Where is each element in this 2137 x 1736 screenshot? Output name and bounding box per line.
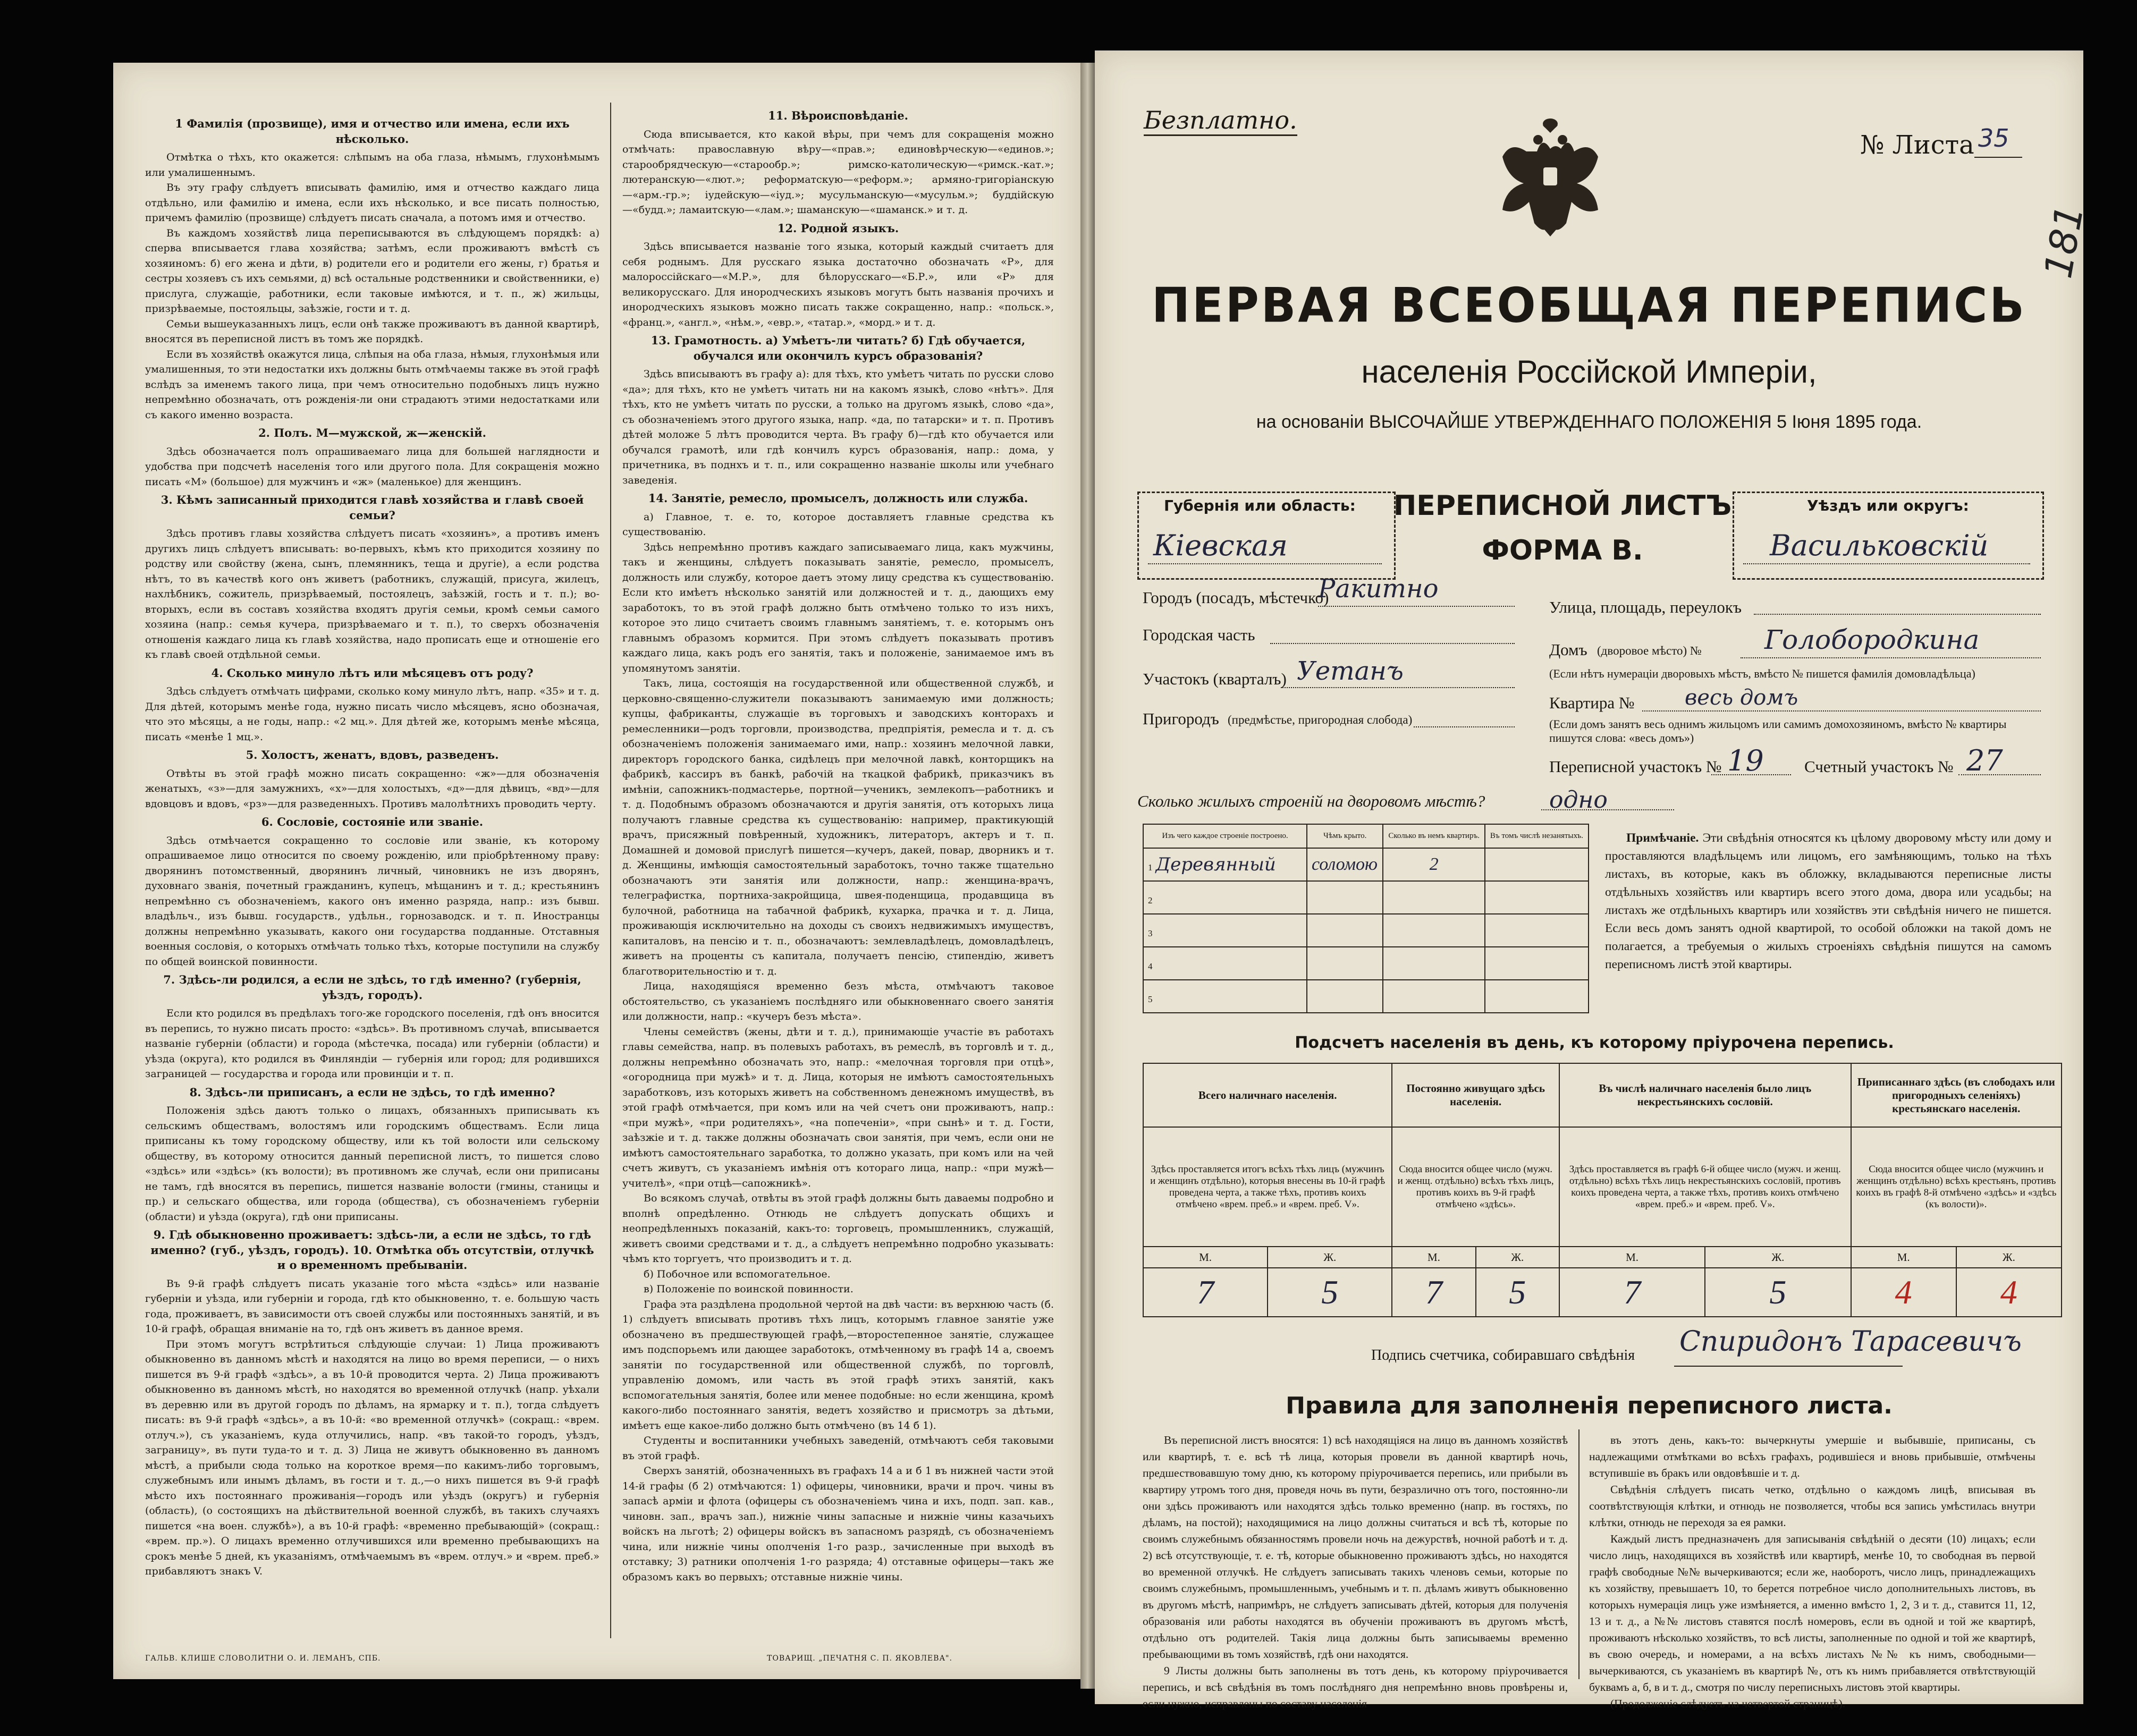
tally-value-cell: 4 (1851, 1268, 1956, 1317)
apartment-line (1642, 710, 2041, 712)
city-part-label: Городская часть (1143, 625, 1255, 644)
form-title-line-1: ПЕРЕПИСНОЙ ЛИСТЪ (1393, 490, 1732, 522)
enumerator-signature: Спиридонъ Тарасевичъ (1679, 1326, 2022, 1358)
instruction-paragraph: Въ эту графу слѣдуетъ вписывать фамилію, имя и отчество каждаго лица отдѣльно, или фамилію и имена, если ихъ нѣсколько, и все писать полностью, причемъ фамилію (прозвище) слѣдуетъ писать сначала, а потомъ имя и отчество. (145, 182, 599, 224)
house-note: (Если нѣтъ нумераціи дворовыхъ мѣстъ, вмѣсто № пишется фамилія домовладѣльца) (1549, 667, 1975, 680)
buildings-apartments-cell (1383, 881, 1484, 914)
printer-footer-right: ТОВАРИЩ. „ПЕЧАТНЯ С. П. ЯКОВЛЕВА". (767, 1654, 952, 1663)
buildings-material-cell (1143, 881, 1307, 914)
buildings-vacant-cell (1485, 881, 1589, 914)
tally-sex-row (1143, 1247, 2062, 1268)
signature-label: Подпись счетчика, собиравшаго свѣдѣнія (1371, 1347, 1635, 1364)
double-headed-eagle-emblem (1494, 114, 1606, 242)
instruction-paragraph: При этомъ могутъ встрѣтиться слѣдующіе случаи: 1) Лица проживаютъ обыкновенно въ данномъ мѣстѣ и находятся на лицо во время переписи, — о нихъ пишется въ 9-й графѣ «здѣсь», а въ 10-й проводится черта. 2) Лица проживаютъ обыкновенно въ данномъ мѣстѣ, но находятся во временной отлучкѣ (напр. уѣхали въ деревню или въ другой городъ по дѣламъ, на ярмарку и т. п.), тогда слѣдуетъ писать: въ 9-й графѣ «здѣсь», а въ 10-й: «во временной отлучкѣ» (сокращ.: «врем. отлуч.»), съ указаніемъ, куда отлучились, напр. «въ такой-то городъ, уѣздъ, заграницу», въ пути туда-то и т. д. 3) Лица не живутъ обыкновенно въ данномъ мѣстѣ, а прибыли сюда только на короткое время—по какимъ-либо торговымъ, служебнымъ или инымъ дѣламъ, въ гости и т. д.,—о нихъ пишется въ 9-й графѣ мѣсто ихъ постояннаго проживанія—городъ или уѣздъ (округъ) и губернія (область), (о состоящихъ на дѣйствительной военной службѣ, въ такихъ случаяхъ пишется «на воен. службѣ»), а въ 10-й графѣ: «временно пребывающій» (сокращ.: «врем. пр.»). О лицахъ временно отлучившихся или временно пребывающихъ на срокъ менѣе 5 дней, къ указаніямъ, отмѣчаемымъ въ «врем. отлуч.» и «врем. преб.» прибавляютъ знакъ V. (145, 1338, 599, 1577)
buildings-roof-cell (1307, 881, 1383, 914)
instruction-heading: 4. Сколько минуло лѣтъ или мѣсяцевъ отъ роду? (211, 666, 534, 680)
form-title-line-2: ФОРМА В. (1482, 535, 1643, 566)
buildings-question-handwritten: одно (1549, 786, 1608, 814)
rule-paragraph: Каждый листъ предназначенъ для записыванія свѣдѣній о десяти (10) лицахъ; если число лицъ, находящихся въ хозяйствѣ или квартирѣ, менѣе 10, то свободная въ первой графѣ свободные №№ вычеркиваются; если же, наоборотъ, число лицъ, принадлежащихъ къ хозяйству, превышаетъ 10, то берется потребное число дополнительныхъ листовъ, въ которыхъ нумерація лицъ уже измѣняется, а именно вмѣсто 1, 2, 3 и т. д., ставится 11, 12, 13 и т. д., а №№ листовъ ставятся послѣ номеровъ, если въ одной и той же квартирѣ, проживаютъ нѣсколько хозяйствъ, то всѣ листы, заполненные по одной и той же квартирѣ, въ свою очередь, и номерами, а на всѣхъ листахъ №№ къ нимъ, свободными—вычеркиваются, съ указаніемъ въ квартирѣ №, отъ къ нимъ прибавляется отвѣтствующій буквамъ а, б, в и т. д., смотря по числу переписныхъ листовъ этой квартиры. (1589, 1532, 2035, 1693)
instruction-heading: 11. Вѣроисповѣданіе. (768, 109, 908, 122)
tally-value-cell: 7 (1559, 1268, 1705, 1317)
instruction-paragraph: Семьи вышеуказанныхъ лицъ, если онѣ также проживаютъ въ данной квартирѣ, вносятся въ переписной листъ въ томъ же порядкѣ. (145, 318, 599, 345)
instruction-paragraph: Положенія здѣсь даютъ только о лицахъ, обязанныхъ приписывать къ сельскимъ обществамъ, волостямъ или городскимъ обществамъ. Если лица приписаны къ тому городскому обществу, или къ той волости или сельскому обществу, въ которому относится данный переписной листъ, то пишется слово «здѣсь» или «здѣсь» (къ волости); въ противномъ же случаѣ, если они приписаны не тамъ, гдѣ вносятся въ перепись, пишется названіе волости (гмины, станицы и пр.) и сельскаго общества, или города (общества), съ обозначеніемъ губерніи (области) и уѣзда (округа), гдѣ они приписаны. (145, 1105, 599, 1223)
left-page (113, 63, 1080, 1679)
population-tally-table (1143, 1063, 2062, 1317)
street-label: Улица, площадь, переулокъ (1549, 598, 1742, 616)
county-line (1743, 563, 2030, 564)
instruction-paragraph: Въ 9-й графѣ слѣдуетъ писать указаніе того мѣста «здѣсь» или названіе губерніи и уѣзда, или губерніи и города, гдѣ кто обыкновенно, т. е. большую часть года, проживаетъ, въ зависимости отъ своей службы или постоянныхъ занятій, и въ 10-й графѣ, обращая вниманіе на то, гдѣ онъ живетъ въ данное время. (145, 1277, 599, 1335)
tally-header-cell: Приписаннаго здѣсь (въ слободахъ или пригородныхъ селеніяхъ) крестьянскаго населенія. (1851, 1063, 2062, 1127)
buildings-apartments-cell (1383, 980, 1484, 1013)
free-of-charge-label: Безплатно. (1144, 106, 1297, 136)
row-number: 4 (1148, 961, 1153, 971)
sheet-number-handwritten: 35 (1978, 124, 2009, 153)
apartment-label: Квартира № (1549, 693, 1635, 712)
counting-section-line (1958, 774, 2041, 775)
county-label: Уѣздъ или округъ: (1807, 497, 1969, 514)
suburb-line (1414, 726, 1515, 727)
row-number: 5 (1148, 994, 1153, 1004)
sheet-number-line (1974, 157, 2022, 158)
signature-line (1674, 1366, 1903, 1367)
province-line (1148, 563, 1382, 564)
buildings-vacant-cell (1485, 914, 1589, 947)
buildings-material-cell (1143, 914, 1307, 947)
tally-description-cell: Здѣсь проставляется въ графѣ 6-й общее число (мужч. и женщ. отдѣльно) всѣхъ тѣхъ лицъ некрестьянскихъ сословій, противъ коихъ проведена черта, а также тѣхъ, противъ коихъ отмѣчено «врем. преб.» и «врем. преб. V». (1559, 1127, 1851, 1247)
row-number: 2 (1148, 895, 1153, 905)
counting-section-label: Счетный участокъ № (1804, 757, 1954, 776)
province-label: Губернія или область: (1164, 497, 1356, 514)
buildings-material-cell (1143, 980, 1307, 1013)
tally-header-cell: Въ числѣ наличнаго населенія было лицъ некрестьянскихъ сословій. (1559, 1063, 1851, 1127)
buildings-question: Сколько жилыхъ строеній на дворовомъ мѣстѣ? (1137, 792, 1485, 810)
section-label: Участокъ (кварталъ) (1143, 670, 1287, 688)
tally-title: Подсчетъ населенія въ день, къ которому пріурочена перепись. (1295, 1034, 1894, 1052)
tally-value-cell: 7 (1143, 1268, 1268, 1317)
buildings-roof-cell (1307, 947, 1383, 980)
counting-section-handwritten: 27 (1966, 744, 2003, 777)
rule-paragraph: Въ переписной листъ вносятся: 1) всѣ находящіяся на лицо въ данномъ хозяйствѣ или квартирѣ, т. е. всѣ тѣ лица, которыя провели въ данной квартирѣ ночь, предшествовавшую тому дню, къ которому пріурочивается перепись, или прибыли въ квартиру утромъ того дня, проведя ночь въ пути, безразлично отъ того, постоянно-ли они здѣсь проживаютъ или находятся здѣсь только временно (напр. въ гостяхъ, по дѣламъ, на постой); находящимися на лицо должны считаться и всѣ тѣ, которые по своимъ служебнымъ обязанностямъ провели ночь на дежурствѣ, ночной работѣ и т. д. 2) всѣ отсутствующіе, т. е. тѣ, которые обыкновенно проживаютъ здѣсь, но находятся во временной отлучкѣ. Не слѣдуетъ записывать такихъ членовъ семьи, которые по своимъ служебнымъ, промышленнымъ, учебнымъ и т. п. дѣламъ живутъ обыкновенно въ другомъ мѣстѣ, напримѣръ, не слѣдуетъ записывать дѣтей, которыя для полученія образованія или работы находятся въ обученіи проживаютъ въ другомъ мѣстѣ, отдѣльно отъ родителей. Такія лица должны быть записываемы временно пребывающими въ томъ хозяйствѣ, гдѣ они находятся. (1143, 1434, 1568, 1661)
instruction-paragraph: Здѣсь противъ главы хозяйства слѣдуетъ писать «хозяинъ», а противъ именъ другихъ лицъ слѣдуетъ вписывать: во-первыхъ, кѣмъ кто приходится хозяину по родству или свойству (жена, сынъ, племянникъ, теща и другіе), а если родства нѣтъ, то въ качествѣ кого онъ живетъ (работникъ, служащій, присуга, жилецъ, нахлѣбникъ, сожитель, призрѣваемый, постоялецъ, заѣзжій, гость и т. п.); во-вторыхъ, если въ составъ хозяйства входятъ другія семьи, кромѣ семьи самого хозяина (напр.: семья кучера, призрѣваемаго и т. п.), то сверхъ обозначенія отношенія каждаго лица къ главѣ хозяйства, надо прописать еще и отношеніе его къ главѣ своей отдѣльной семьи. (145, 528, 599, 660)
tally-sex-cell: М. (1143, 1247, 1268, 1268)
building-material: Деревянный (1155, 854, 1276, 875)
note-text: Эти свѣдѣнія относятся къ цѣлому дворовому мѣсту или дому и проставляются владѣльцемъ или лицомъ, его замѣняющимъ, только на тѣхъ листахъ, въ которые, какъ въ обложку, вкладываются переписные листы отдѣльныхъ хозяйствъ или квартиръ всего этого дома, двора или усадьбы; на листахъ же отдѣльныхъ квартиръ или хозяйствъ эти свѣдѣнія ничего не пишется. Если весь домъ занятъ одной квартирой, то особой обложки на такой домъ не полагается, а требуемыя о жилыхъ строеніяхъ свѣдѣнія пишутся на самомъ переписномъ листѣ этой квартиры. (1605, 831, 2051, 971)
instruction-heading: 12. Родной языкъ. (777, 221, 899, 235)
row-number: 3 (1148, 928, 1153, 938)
buildings-roof-cell (1307, 980, 1383, 1013)
buildings-row (1143, 947, 1589, 980)
section-handwritten: Уетанъ (1297, 656, 1404, 686)
rules-divider (1578, 1429, 1579, 1679)
instruction-paragraph: Здѣсь непремѣнно противъ каждаго записываемаго лица, какъ мужчины, такъ и женщины, слѣдуетъ показывать занятіе, ремесло, промыселъ, должность или службу, которое даетъ этому лицу средства къ существованію. Если кто имѣетъ нѣсколько занятій или должностей и т. д., дающихъ ему заработокъ, то въ этой графѣ должно быть отмѣчено только то изъ нихъ, которое это лицо считаетъ своимъ главнымъ занятіемъ, т. е. которымъ онъ главнымъ образомъ кормится. При этомъ слѣдуетъ показывать противъ каждаго лица, какъ родъ его занятія, такъ и положеніе, занимаемое имъ въ упомянутомъ занятіи. (622, 541, 1054, 674)
instruction-paragraph: Такъ, лица, состоящія на государственной или общественной службѣ, и церковно-священно-служители показываютъ занимаемую ими должность; купцы, фабриканты, служащіе въ торговыхъ и заводскихъ конторахъ и ремесленники—родъ торговли, производства, предпріятія, ремесла и т. д. съ обозначеніемъ положенія занимаемаго ими, напр.: хозяинъ мелочной лавки, директоръ городского банка, сидѣлецъ при мелочной лавкѣ, конторщикъ на фабрикѣ, кассиръ въ банкѣ, рабочій на ткацкой фабрикѣ, приказчикъ въ имѣніи, сапожникъ-подмастерье, портной—ученикъ, землекопъ—работникъ и т. д. Подобнымъ образомъ обозначаются и другія занятія, отъ которыхъ лица получаютъ главные средства къ существованію: например, практикующій врачъ, присяжный повѣренный, художникъ, литераторъ, актеръ и т. п. Домашней и домовой прислугѣ пишется—кучеръ, дакей, повар, дворникъ и т. д. Женщины, имѣющія самостоятельный заработокъ, точно также тщательно обозначаютъ эти занятія или должности, напр.: женщина-врачъ, телеграфистка, портниха-закройщица, швея-поденщица, продавщица въ булочной, работница на табачной фабрикѣ, кухарка, прачка и т. д. Лица, проживающія исключительно на доходы съ своихъ недвижимыхъ имуществъ, капиталовъ, на пенсію и т. п., обозначаютъ: землевладѣлецъ, домовладѣлецъ, живетъ на проценты съ капитала, получаетъ пенсію, стипендію, живетъ благотворительностію и т. д. (622, 678, 1054, 977)
rule-paragraph: въ этотъ день, какъ-то: вычеркнуты умершіе и выбывшіе, приписаны, съ надлежащими отмѣтками во всѣхъ графахъ, родившіеся и вновь прибывшіе, отмѣчены вступившіе въ бракъ или овдовѣвшіе и т. д. (1589, 1434, 2035, 1479)
instruction-paragraph: Здѣсь отмѣчается сокращенно то сословіе или званіе, къ которому опрашиваемое лицо относится по своему рожденію, или пріобрѣтенному праву: дворянинъ потомственный, дворянинъ личный, чиновникъ не изъ дворянъ, духовнаго званія, почетный гражданинъ, купецъ, мѣщанинъ и т. д.; крестьянинъ непремѣнно съ обозначеніемъ, какого онъ именно разряда, напр.: изъ бывш. владѣльч., изъ бывш. государств., удѣльн., горнозаводск. и т. п. Иностранцы должны непремѣнно указывать, какого они государства подданные. Отставныя военныя сословія, о которыхъ отмѣчать только тѣхъ, которые поступили на службу по общей воинской повинности. (145, 834, 599, 968)
tally-value-cell: 7 (1392, 1268, 1475, 1317)
instruction-paragraph: Графа эта раздѣлена продольной чертой на двѣ части: въ верхнюю часть (б. 1) слѣдуетъ вписывать противъ тѣхъ лицъ, которымъ главное занятіе уже обозначено въ предшествующей графѣ,—второстепенное занятіе, служащее имъ подспорьемъ или дающее заработокъ, отмѣченному въ графѣ 14 а, своемъ занятіи по государственной или общественной службѣ, по торговлѣ, управленію домомъ, или часть въ этой графѣ этихъ занятій, какъ вспомогательныя занятія, более или менее подобные: но если женщина, кромѣ какого-либо постояннаго занятія, ведетъ хозяйство и присмотръ за дѣтьми, имѣетъ еще какое-либо должно быть отмѣчено (въ 14 б 1). (622, 1298, 1054, 1432)
instruction-paragraph: а) Главное, т. е. то, которое доставляетъ главные средства къ существованію. (622, 511, 1054, 538)
apartment-handwritten: весь домъ (1685, 685, 1798, 710)
buildings-vacant-cell (1485, 848, 1589, 881)
tally-sex-cell: Ж. (1956, 1247, 2062, 1268)
instruction-paragraph: Сюда вписывается, кто какой вѣры, при чемъ для сокращенія можно отмѣчать: православную вѣру—«прав.»; единовѣрческую—«единов.»; старообрядческую—«старообр.»; римско-католическую—«римск.-кат.»; лютеранскую—«лют.»; реформатскую—«реформ.»; армяно-григоріанскую—«арм.-гр.»; іудейскую—«іуд.»; мусульманскую—«мусульм.»; буддійскую—«будд.»; ламаитскую—«лам.»; шаманскую—«шаманск.» и т. д. (622, 128, 1054, 216)
instruction-paragraph: Если въ хозяйствѣ окажутся лица, слѣпыя на оба глаза, нѣмыя, глухонѣмыя или умалишенныя, то эти недостатки ихъ должны быть отмѣчаемы также въ этой графѣ вслѣдъ за именемъ такого лица, при чемъ относительно подобныхъ лицъ нужно непремѣнно обозначать, отъ рожденія-ли они страдаютъ этими недостатками или съ какого именно возраста. (145, 348, 599, 421)
buildings-vacant-cell (1485, 947, 1589, 980)
note-title: Примѣчаніе. (1626, 831, 1699, 845)
buildings-material-cell (1143, 947, 1307, 980)
buildings-material-cell (1143, 848, 1307, 881)
instruction-paragraph: Въ каждомъ хозяйствѣ лица переписываются въ слѣдующемъ порядкѣ: а) сперва вписывается глава хозяйства; затѣмъ, если проживаютъ вмѣстѣ съ хозяиномъ: б) его жена и дѣти, в) родители его и родители его жены, г) братья и сестры хозяевъ съ ихъ семьями, д) всѣ остальные родственники и свойственники, е) прислуга, служащіе, работники, если таковые имѣются, и т. п., ж) жильцы, призрѣваемые, постояльцы, заѣзжіе, гости и т. д. (145, 227, 599, 315)
instruction-paragraph: Если кто родился въ предѣлахъ того-же городского поселенія, гдѣ онъ вносится въ перепись, то нужно писать просто: «здѣсь». Въ противномъ случаѣ, вписывается названіе губерніи (области) и города (мѣстечка, посада) или губерніи (области) и уѣзда (округа), кто родился въ Финляндіи — губернія или город; для родившихся заграницей — государства и города или провинціи и т. п. (145, 1007, 599, 1080)
buildings-row (1143, 881, 1589, 914)
archive-number-handwritten: 181 (2035, 201, 2092, 282)
street-line (1754, 614, 2041, 615)
city-line (1318, 606, 1515, 607)
tally-description-cell: Сюда вносится общее число (мужч. и женщ. отдѣльно) всѣхъ тѣхъ лицъ, противъ коихъ въ 9-й графѣ отмѣчено «здѣсь». (1392, 1127, 1559, 1247)
instruction-paragraph: в) Положеніе по воинской повинности. (644, 1283, 854, 1295)
instruction-heading: 13. Грамотность. а) Умѣетъ-ли читать? б) Гдѣ обучается, обучался или окончилъ курсъ образованія? (651, 334, 1026, 362)
buildings-header-cell: Сколько въ немъ квартиръ. (1383, 824, 1484, 848)
census-section-handwritten: 19 (1727, 744, 1764, 777)
buildings-header-cell: Изъ чего каждое строеніе построено. (1143, 824, 1307, 848)
printer-footer-left: ГАЛЬВ. КЛИШЕ СЛОВОЛИТНИ О. И. ЛЕМАНЪ, СПБ. (145, 1654, 381, 1663)
instruction-heading: 3. Кѣмъ записанный приходится главѣ хозяйства и главѣ своей семьи? (161, 493, 584, 522)
tally-value-cell: 4 (1956, 1268, 2062, 1317)
tally-sex-cell: Ж. (1705, 1247, 1851, 1268)
buildings-header-cell: Въ томъ числѣ незанятыхъ. (1485, 824, 1589, 848)
census-section-line (1711, 774, 1791, 775)
buildings-apartments-cell (1383, 914, 1484, 947)
house-note-number: (дворовое мѣсто) № (1597, 644, 1702, 657)
suburb-label: Пригородъ (1143, 709, 1219, 728)
rules-title: Правила для заполненія переписного листа. (1286, 1392, 1893, 1419)
suburb-note: (предмѣстье, пригородная слобода) (1228, 713, 1413, 726)
tally-values-row (1143, 1268, 2062, 1317)
buildings-roof-cell (1307, 914, 1383, 947)
buildings-apartments-cell (1383, 947, 1484, 980)
instructions-column-1 (145, 113, 599, 1644)
tally-sex-cell: Ж. (1476, 1247, 1559, 1268)
legal-basis: на основаніи ВЫСОЧАЙШЕ УТВЕРЖДЕННАГО ПОЛОЖЕНІЯ 5 Іюня 1895 года. (1256, 412, 1922, 432)
instruction-heading: 5. Холостъ, женатъ, вдовъ, разведенъ. (246, 748, 499, 761)
tally-header-row (1143, 1063, 2062, 1127)
buildings-note (1605, 829, 2051, 973)
buildings-row (1143, 914, 1589, 947)
instruction-paragraph: Отмѣтка о тѣхъ, кто окажется: слѣпымъ на оба глаза, нѣмымъ, глухонѣмымъ или умалишеннымъ. (145, 151, 599, 179)
instruction-heading: 7. Здѣсь-ли родился, а если не здѣсь, то гдѣ именно? (губернія, уѣздъ, городъ). (163, 973, 581, 1002)
instruction-paragraph: Здѣсь слѣдуетъ отмѣчать цифрами, сколько кому минуло лѣтъ, напр. «35» и т. д. Для дѣтей, которымъ менѣе года, нужно писать число мѣсяцевъ, ясно обозначая, что это мѣсяцы, а не годы, напр.: «2 мц.». Для дѣтей же, которымъ менѣе мѣсяца, писать «менѣе 1 мц.». (145, 685, 599, 743)
instruction-heading: 14. Занятіе, ремесло, промыселъ, должность или служба. (648, 492, 1028, 505)
buildings-row (1143, 980, 1589, 1013)
row-number: 1 (1148, 862, 1153, 873)
buildings-roof-cell: соломою (1307, 848, 1383, 881)
instruction-heading: 6. Сословіе, состояніе или званіе. (261, 815, 484, 828)
tally-sex-cell: М. (1559, 1247, 1705, 1268)
instruction-paragraph: Отвѣты въ этой графѣ можно писать сокращенно: «ж»—для обозначенія женатыхъ, «з»—для замужнихъ, «х»—для холостыхъ, «д»—для дѣвицъ, «вд»—для вдовцовъ и вдовъ, «рз»—для разведенныхъ. Противъ малолѣтнихъ проводить черту. (145, 767, 599, 810)
instruction-heading: 1 Фамилія (прозвище), имя и отчество или имена, если ихъ нѣсколько. (175, 117, 570, 146)
census-section-label: Переписной участокъ № (1549, 757, 1722, 776)
buildings-apartments-cell: 2 (1383, 848, 1484, 881)
instruction-paragraph: Здѣсь вписывается названіе того языка, который каждый считаетъ для себя роднымъ. Для русскаго языка достаточно обозначать «Р», для малороссійскаго—«М.Р.», для бѣлорусскаго—«Б.Р.», или «Р» для великорусскаго. Для инородческихъ языковъ могутъ быть названія прочихъ и инородческихъ языковъ можно писать также сокращенно, напр.: «польск.», «франц.», «англ.», «нѣм.», «евр.», «татар.», «морд.» и т. д. (622, 241, 1054, 328)
form-title (1392, 484, 1733, 573)
tally-description-cell: Сюда вносится общее число (мужчинъ и женщинъ отдѣльно) всѣхъ крестьянъ, противъ коихъ въ графѣ 8-й отмѣчено «здѣсь» и «здѣсь (къ волости)». (1851, 1127, 2062, 1247)
rules-column-1 (1143, 1432, 1568, 1710)
instruction-paragraph: Лица, находящіяся временно безъ мѣста, отмѣчаютъ таковое обстоятельство, съ указаніемъ послѣдняго или обыкновеннаго своего занятія или должности, напр.: «кучеръ безъ мѣста». (622, 980, 1054, 1022)
rules-column-2 (1589, 1432, 2035, 1710)
house-line (1741, 657, 2041, 658)
tally-value-cell: 5 (1268, 1268, 1392, 1317)
tally-header-cell: Всего наличнаго населенія. (1143, 1063, 1392, 1127)
city-handwritten: Ракитно (1318, 574, 1439, 604)
instruction-paragraph: Здѣсь вписываютъ въ графу а): для тѣхъ, кто умѣетъ читать по русски слово «да»; для тѣхъ, кто не умѣетъ читать ни на какомъ языкѣ, слово «нѣтъ». Для тѣхъ, кто не умѣетъ читать по русски, а только на другомъ языкѣ, слово «да», съ обозначеніемъ этого другого языка, напр. «да, по татарски» и т. п. Противъ дѣтей моложе 5 лѣтъ проводится черта. Въ графу б)—гдѣ кто обучается или обучался грамотѣ, или гдѣ кончилъ курсъ образованія, напр.: дома, у причетника, въ поднхъ и т. п., или сокращенно названіе школы или учебнаго заведенія. (622, 368, 1054, 486)
province-handwritten: Кіевская (1153, 529, 1288, 562)
instruction-paragraph: Сверхъ занятій, обозначенныхъ въ графахъ 14 а и б 1 въ нижней части этой 14-й графы (б 2) отмѣчаются: 1) офицеры, чиновники, врачи и проч. чины въ запасѣ арміи и флота (офицеры съ обозначеніемъ чина и ихъ, подп. зап. кав., чиновн. зап., врачъ зап.), нижніе чины запасные и нижніе чины казачьихъ войскъ на льготѣ; 2) офицеры войскъ въ запасномъ разрядѣ, съ обозначеніемъ чина, или нижніе чины ополченія 1-го разр., зачисленные при выходѣ въ отставку; 3) ратники ополченія 1-го разряда; 4) отставные офицеры—такъ же образомъ какъ во первыхъ; отставные нижніе чины. (622, 1465, 1054, 1583)
tally-description-cell: Здѣсь проставляется итогъ всѣхъ тѣхъ лицъ (мужчинъ и женщинъ отдѣльно), которыя внесены въ 10-й графѣ проведена черта, а также тѣхъ, противъ коихъ отмѣчено «врем. преб.» и «врем. преб. V». (1143, 1127, 1392, 1247)
buildings-question-line (1541, 809, 1674, 810)
instructions-column-2 (622, 105, 1054, 1644)
buildings-vacant-cell (1485, 980, 1589, 1013)
instruction-heading: 2. Полъ. М—мужской, ж—женскій. (258, 426, 486, 439)
tally-sex-cell: М. (1392, 1247, 1475, 1268)
buildings-table (1143, 824, 1589, 1013)
instruction-paragraph: Во всякомъ случаѣ, отвѣты въ этой графѣ должны быть даваемы подробно и вполнѣ опредѣленно. Отнюдь не слѣдуетъ допускать общихъ и неопредѣленныхъ показаній, какъ-то: торговецъ, промышленникъ, служащій, живетъ своими средствами и т. д., а слѣдуетъ непремѣнно подробно указывать: чѣмъ кто торгуетъ, что производитъ и т. д. (622, 1192, 1054, 1265)
tally-value-cell: 5 (1476, 1268, 1559, 1317)
column-divider (610, 103, 611, 1638)
house-handwritten: Голобородкина (1764, 624, 1980, 655)
rule-paragraph: (Продолженіе слѣдуетъ на четвертой страницѣ). (1610, 1697, 1846, 1710)
buildings-row (1143, 848, 1589, 881)
tally-value-cell: 5 (1705, 1268, 1851, 1317)
right-page (1095, 50, 2092, 1710)
instruction-paragraph: б) Побочное или вспомогательное. (644, 1268, 831, 1280)
city-label: Городъ (посадъ, мѣстечко) (1143, 588, 1329, 607)
city-part-line (1270, 643, 1515, 644)
book-spine (1080, 63, 1095, 1689)
apartment-note: (Если домъ занятъ весь однимъ жильцомъ или самимъ домохозяиномъ, вмѣсто № квартиры пишутся слова: «весь домъ») (1549, 717, 2007, 744)
tally-sex-cell: М. (1851, 1247, 1956, 1268)
instruction-paragraph: Студенты и воспитанники учебныхъ заведеній, отмѣчаютъ себя таковыми въ этой графѣ. (622, 1435, 1054, 1462)
sheet-number-label: № Листа (1860, 130, 1974, 160)
tally-sex-cell: Ж. (1268, 1247, 1392, 1268)
page-subtitle: населенія Россійской Имперіи, (1361, 354, 1817, 389)
buildings-table-header (1143, 824, 1589, 848)
section-line (1281, 687, 1515, 688)
instruction-paragraph: Члены семействъ (жены, дѣти и т. д.), принимающіе участіе въ работахъ главы семейства, напр. въ полевыхъ работахъ, въ ремеслѣ, въ торговлѣ и т. д., должны непремѣнно обозначать это, напр.: «мелочная торговля при отцѣ», «огородница при мужѣ» и т. д. Лица, которыя не имѣютъ самостоятельныхъ заработковъ, изъ которыхъ живетъ на собственномъ денежномъ имуществѣ, въ этой графѣ отмѣчается, при комъ или на чей счетъ они проживаютъ, напр.: «при мужѣ», «при родителяхъ», «на попеченіи», «при сынѣ» и т. д. Гости, заѣзжіе и т. д. также должны обозначать свои занятія, при чемъ, если они не имѣютъ самостоятельнаго заработка, то должно указать, при комъ или на чей счетъ живутъ, съ указаніемъ имѣнія отъ котораго лица, напр.: «при мужѣ—учителѣ», «при отцѣ—сапожникѣ». (622, 1026, 1054, 1189)
house-label: Домъ (1549, 640, 1587, 659)
instruction-heading: 8. Здѣсь-ли приписанъ, а если не здѣсь, то гдѣ именно? (189, 1085, 555, 1099)
tally-description-row (1143, 1127, 2062, 1247)
rule-paragraph: Свѣдѣнія слѣдуетъ писать четко, отдѣльно о каждомъ лицѣ, вписывая въ соотвѣтствующія клѣтки, и отнюдь не позволяется, чтобы вся запись умѣстилась внутри клѣтки, отнюдь не переходя за ея рамки. (1589, 1483, 2035, 1529)
instruction-heading: 9. Гдѣ обыкновенно проживаетъ: здѣсь-ли, а если не здѣсь, то гдѣ именно? (губ., уѣздъ, городъ). 10. Отмѣтка объ отсутствіи, отлучкѣ и о временномъ пребываніи. (150, 1228, 594, 1272)
rule-paragraph: 9 Листы должны быть заполнены въ тотъ день, къ которому пріурочивается перепись, и всѣ свѣдѣнія въ томъ послѣдняго дня непремѣнно вновь провѣрены и, если нужно, исправлены по составу населенія (1143, 1664, 1568, 1710)
instruction-paragraph: Здѣсь обозначается полъ опрашиваемаго лица для большей наглядности и удобства при подсчетѣ населенія того или другого пола. Для сокращенія можно писать «М» (большое) для мужчинъ и «ж» (маленькое) для женщинъ. (145, 445, 599, 488)
tally-header-cell: Постоянно живущаго здѣсь населенія. (1392, 1063, 1559, 1127)
page-title: ПЕРВАЯ ВСЕОБЩАЯ ПЕРЕПИСЬ (1152, 277, 2026, 334)
county-handwritten: Васильковскій (1770, 529, 1989, 562)
buildings-header-cell: Чѣмъ крыто. (1307, 824, 1383, 848)
